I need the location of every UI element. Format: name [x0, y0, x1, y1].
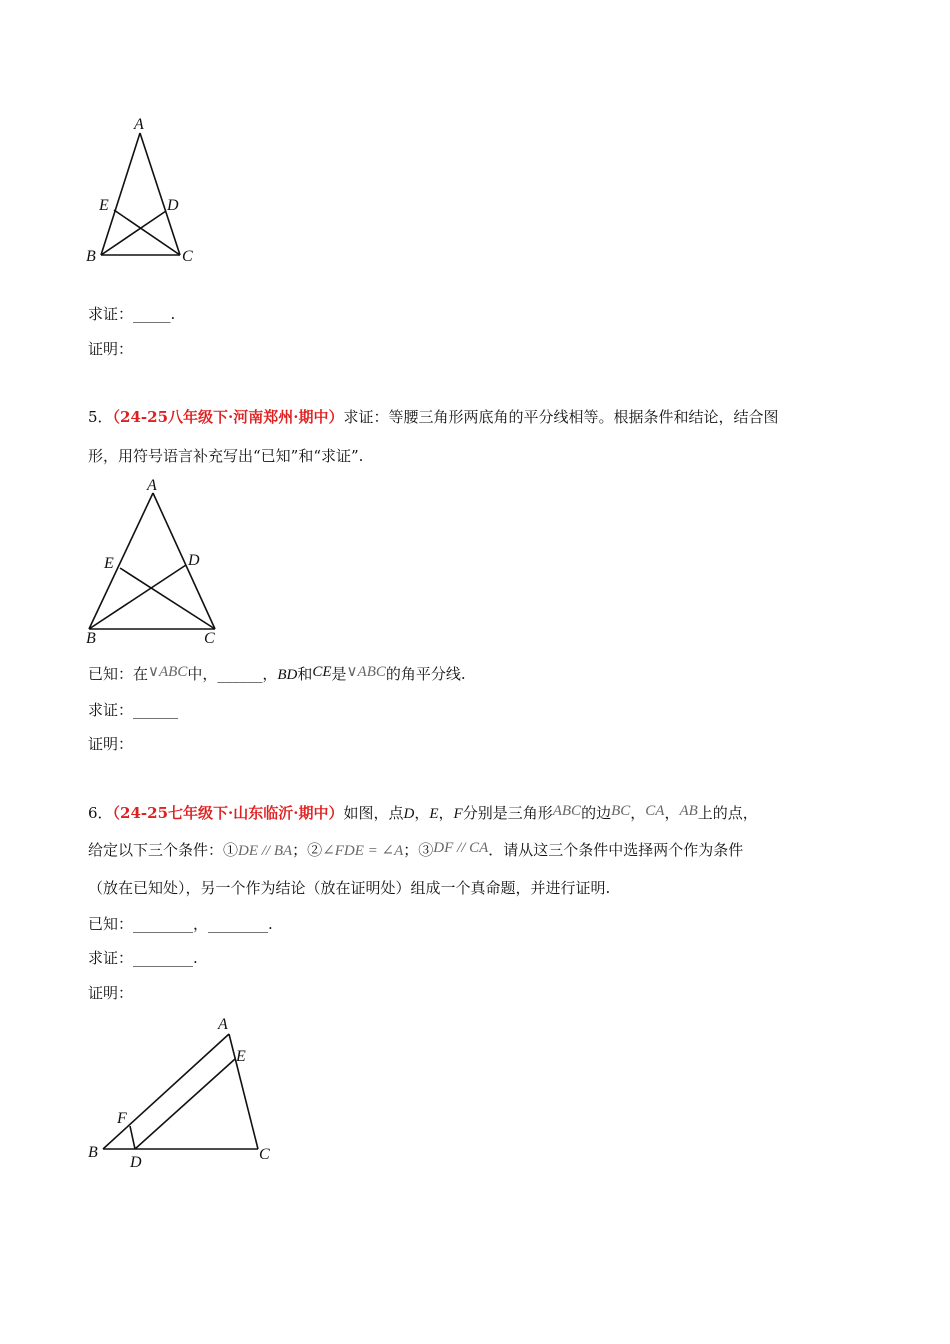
q6-sep-2: ，: [438, 804, 454, 822]
q5-triangle-abc-1: ∨ABC: [148, 664, 188, 680]
q5-given-p4: 是: [331, 665, 347, 683]
q5-number: 5．: [88, 408, 113, 426]
fig2-label-a: A: [147, 477, 157, 494]
q6-condition-3: DF // CA: [433, 840, 489, 856]
fig3-side-ab: [103, 1034, 229, 1149]
fig3-label-b: B: [88, 1144, 98, 1161]
q6-source: （24-25七年级下·山东临沂·期中）: [112, 804, 344, 822]
q6-bc: BC: [611, 803, 631, 819]
fig1-label-a: A: [134, 116, 144, 133]
q6-sep-3: ，: [630, 804, 646, 822]
fig2-label-d: D: [188, 552, 200, 569]
fig3-label-e: E: [236, 1048, 246, 1065]
q6-proof-label: 证明：: [88, 984, 134, 1002]
fig2-label-b: B: [86, 630, 96, 647]
q6-condition-2: ∠FDE = ∠A: [322, 843, 404, 859]
fig1-label-b: B: [86, 248, 96, 265]
q5-given-p3: 和: [297, 665, 313, 683]
q6-l2-d: ．请从这三个条件中选择两个作为条件: [488, 841, 744, 859]
q6-condition-1: DE // BA: [238, 843, 293, 859]
q6-given-line: 已知：________，________.: [88, 915, 273, 933]
q6-point-e: E: [429, 806, 439, 822]
fig3-segment-df: [130, 1126, 135, 1149]
q6-l2-c: ；③: [403, 841, 434, 859]
q5-given-p5: 的角平分线.: [385, 665, 466, 683]
q6-point-d: D: [403, 806, 415, 822]
q5-given-p1: 已知：在: [88, 665, 149, 683]
q6-text-c: 的边: [581, 804, 612, 822]
q5-line-2: 形，用符号语言补充写出“已知”和“求证”.: [88, 447, 364, 465]
fig3-label-f: F: [117, 1110, 127, 1127]
q6-prove-line: 求证：________.: [88, 949, 198, 967]
q6-sep-1: ，: [414, 804, 430, 822]
fig1-label-d: D: [167, 197, 179, 214]
fig3-label-c: C: [259, 1146, 270, 1163]
q5-ce: CE: [312, 664, 332, 680]
q6-abc: ABC: [552, 803, 582, 819]
q6-text-b: 分别是三角形: [462, 804, 553, 822]
fig3-label-d: D: [130, 1154, 142, 1171]
q5-prove-line: 求证：______: [88, 701, 179, 719]
q5-triangle-abc-2: ∨ABC: [346, 664, 386, 680]
q6-text-a: 如图，点: [343, 804, 404, 822]
q5-given-p2: 中，______，: [187, 665, 278, 683]
fig1-label-e: E: [99, 197, 109, 214]
q5-proof-label: 证明：: [88, 735, 134, 753]
q5-text-1: 求证：等腰三角形两底角的平分线相等。根据条件和结论，结合图: [343, 408, 779, 426]
q5-bd: BD: [277, 667, 298, 683]
q6-text-d: 上的点，: [697, 804, 758, 822]
q5-source: （24-25八年级下·河南郑州·期中）: [112, 408, 344, 426]
fig2-label-c: C: [204, 630, 215, 647]
q6-number: 6．: [88, 804, 113, 822]
prove-line-4: 求证：_____.: [88, 305, 176, 323]
q6-line-3: （放在已知处），另一个作为结论（放在证明处）组成一个真命题，并进行证明.: [88, 879, 611, 897]
proof-label-4: 证明：: [88, 340, 134, 358]
q6-point-f: F: [453, 806, 463, 822]
q6-l2-b: ；②: [292, 841, 323, 859]
q6-ab: AB: [679, 803, 698, 819]
q6-sep-4: ，: [664, 804, 680, 822]
fig3-segment-de: [135, 1059, 235, 1149]
fig2-label-e: E: [104, 555, 114, 572]
fig1-label-c: C: [182, 248, 193, 265]
q6-l2-a: 给定以下三个条件：①: [88, 841, 239, 859]
q6-ca: CA: [645, 803, 665, 819]
fig3-label-a: A: [218, 1016, 228, 1033]
